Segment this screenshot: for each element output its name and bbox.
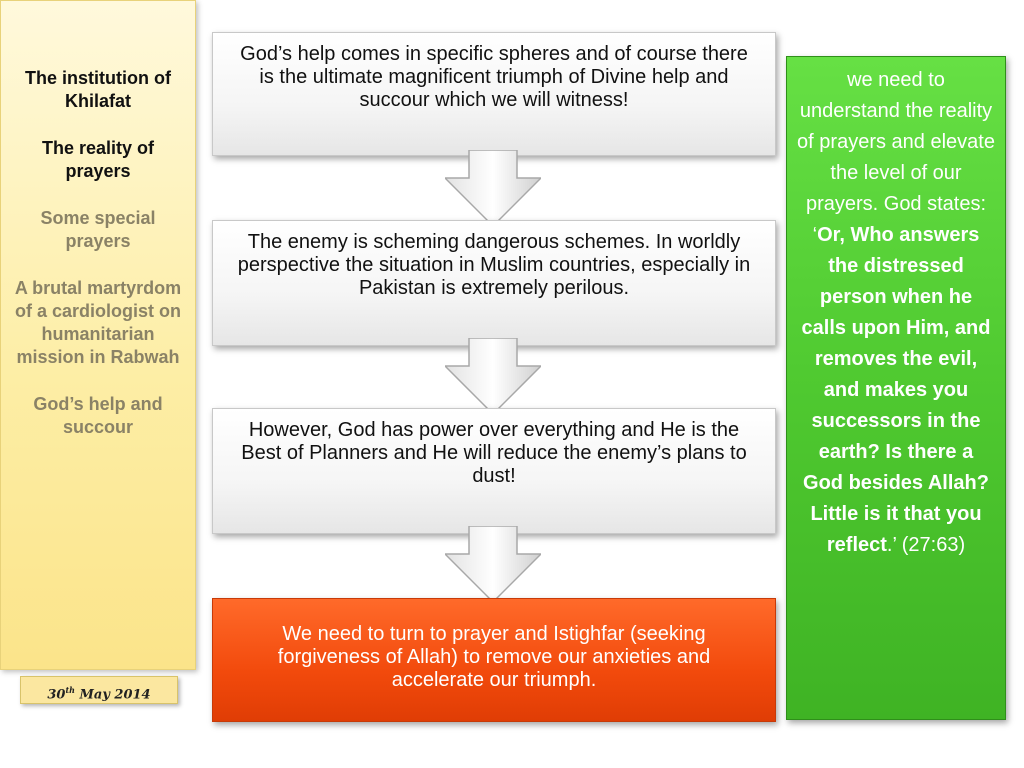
sidebar-item-reality-of-prayers[interactable]: The reality of prayers (41, 138, 155, 181)
date-badge (20, 676, 178, 704)
down-arrow-icon (445, 526, 541, 604)
flow-box-divine-help: God’s help comes in specific spheres and of course there is the ultimate magnificent triumph of Divine help and succour which we will witness! (212, 32, 776, 156)
quote-intro: we need to understand the reality of prayers and elevate the level of our prayers. God states: ‘ (797, 69, 995, 246)
date-suffix: th (65, 685, 75, 695)
sidebar-item-special-prayers[interactable]: Some special prayers (40, 208, 156, 251)
down-arrow-icon (445, 338, 541, 416)
date-day: 30 (47, 687, 66, 703)
flow-box-turn-to-prayer: We need to turn to prayer and Istighfar (seeking forgiveness of Allah) to remove our anxieties and accelerate our triumph. (212, 598, 776, 722)
quote-end: .’ (886, 534, 897, 556)
sidebar-item-gods-help[interactable]: God’s help and succour (33, 394, 163, 437)
flow-box-god-has-power: However, God has power over everything and He is the Best of Planners and He will reduce the enemy’s plans to dust! (212, 408, 776, 534)
sidebar-item-khilafat[interactable]: The institution of Khilafat (25, 68, 171, 111)
sidebar-item-martyrdom[interactable]: A brutal martyrdom of a cardiologist on humanitarian mission in Rabwah (14, 278, 182, 367)
sidebar (0, 0, 196, 670)
flow-box-enemy-schemes: The enemy is scheming dangerous schemes. In worldly perspective the situation in Muslim countries, especially in Pakistan is extremely perilous. (212, 220, 776, 346)
quote-reference: (27:63) (901, 534, 966, 556)
quote-panel (786, 56, 1006, 720)
down-arrow-icon (445, 150, 541, 228)
date-rest: May 2014 (75, 687, 151, 703)
quote-verse: Or, Who answers the distressed person when he calls upon Him, and removes the evil, and makes you successors in the earth? Is there a God besides Allah? Little is it that you reflect (801, 224, 991, 556)
